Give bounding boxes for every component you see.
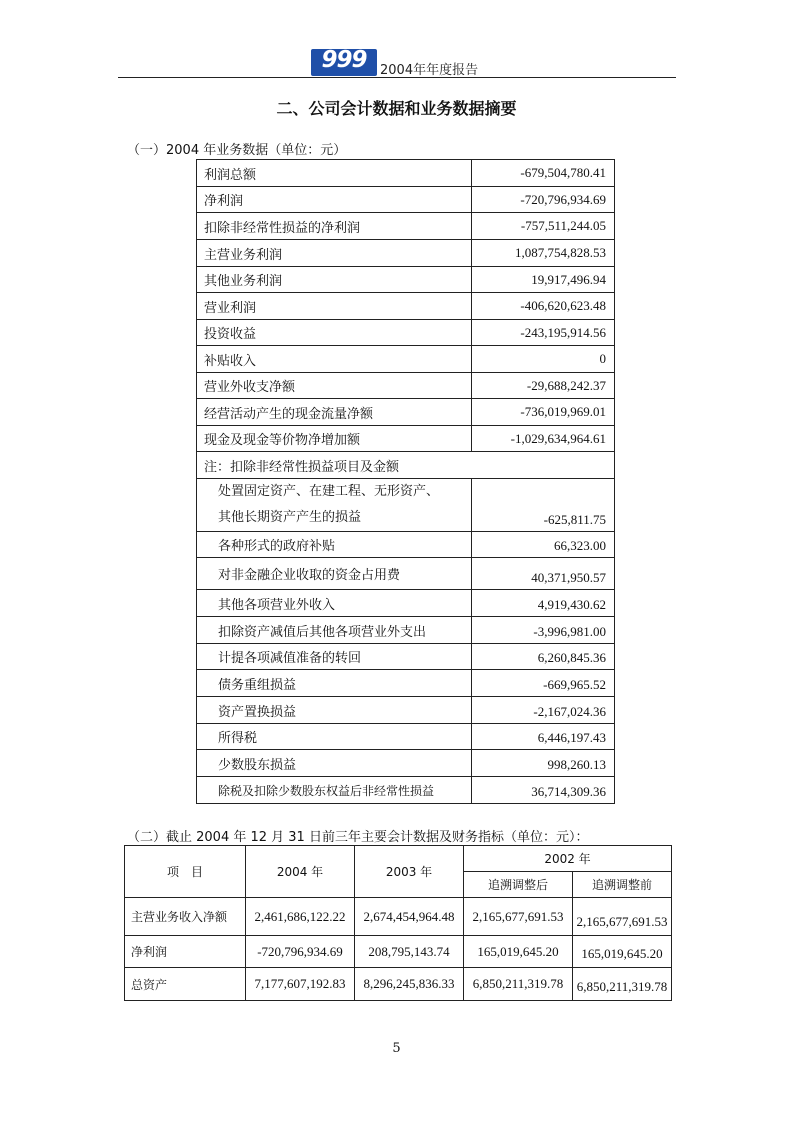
- row-value: -1,029,634,964.61: [472, 426, 615, 452]
- row-label: 少数股东损益: [197, 750, 472, 777]
- cell-2002-before: 6,850,211,319.78: [573, 968, 672, 1001]
- cell-2004: 7,177,607,192.83: [246, 968, 355, 1001]
- row-value: -29,688,242.37: [472, 373, 615, 399]
- table-row: [197, 750, 615, 777]
- table-row: [197, 213, 615, 240]
- row-value: -625,811.75: [472, 479, 615, 532]
- table-row: [197, 293, 615, 320]
- row-value: -669,965.52: [472, 670, 615, 697]
- header-adjusted-after: 追溯调整后: [464, 872, 573, 898]
- table-row: [197, 373, 615, 399]
- cell-2003: 2,674,454,964.48: [355, 898, 464, 936]
- row-value: 36,714,309.36: [472, 777, 615, 804]
- row-value: -720,796,934.69: [472, 187, 615, 213]
- row-label: 债务重组损益: [197, 670, 472, 697]
- row-value: -757,511,244.05: [472, 213, 615, 240]
- part1-subtitle: （一）2004 年业务数据（单位：元）: [127, 143, 347, 158]
- row-label: 对非金融企业收取的资金占用费: [197, 558, 472, 590]
- cell-2002-after: 6,850,211,319.78: [464, 968, 573, 1001]
- row-label: 其他业务利润: [197, 267, 472, 293]
- table-row: [197, 644, 615, 670]
- brand-logo: [311, 49, 377, 76]
- table-row: [197, 346, 615, 373]
- row-value: -679,504,780.41: [472, 160, 615, 187]
- row-label: 各种形式的政府补贴: [197, 532, 472, 558]
- row-value: 40,371,950.57: [472, 558, 615, 590]
- row-label: 营业外收支净额: [197, 373, 472, 399]
- cell-2003: 208,795,143.74: [355, 936, 464, 968]
- financial-indicators-table: [124, 845, 672, 1001]
- row-label: [197, 479, 472, 532]
- row-label: 经营活动产生的现金流量净额: [197, 399, 472, 426]
- row-label: 扣除资产减值后其他各项营业外支出: [197, 617, 472, 644]
- part2-subtitle: （二）截止 2004 年 12 月 31 日前三年主要会计数据及财务指标（单位：元）：: [127, 830, 589, 845]
- page-header: [118, 48, 676, 78]
- cell-2004: 2,461,686,122.22: [246, 898, 355, 936]
- row-value: 66,323.00: [472, 532, 615, 558]
- header-2004: 2004 年: [246, 846, 355, 898]
- header-adjusted-before: 追溯调整前: [573, 872, 672, 898]
- row-label: 补贴收入: [197, 346, 472, 373]
- row-label: 所得税: [197, 724, 472, 750]
- table-row: [125, 968, 672, 1001]
- row-value: 6,446,197.43: [472, 724, 615, 750]
- business-data-table: [196, 159, 615, 804]
- row-value: -3,996,981.00: [472, 617, 615, 644]
- row-label: 除税及扣除少数股东权益后非经常性损益: [197, 777, 472, 804]
- table-row: [197, 187, 615, 213]
- row-value: 4,919,430.62: [472, 590, 615, 617]
- header-row: [125, 846, 672, 872]
- cell-2002-after: 165,019,645.20: [464, 936, 573, 968]
- row-value: -2,167,024.36: [472, 697, 615, 724]
- row-value: -736,019,969.01: [472, 399, 615, 426]
- note-row: [197, 452, 615, 479]
- row-label-line: 处置固定资产、在建工程、无形资产、: [218, 484, 440, 499]
- table-row: [197, 617, 615, 644]
- cell-2002-before: 165,019,645.20: [573, 936, 672, 968]
- row-label: 主营业务利润: [197, 240, 472, 267]
- table-row: [197, 670, 615, 697]
- table-row: [197, 479, 615, 532]
- row-value: -243,195,914.56: [472, 320, 615, 346]
- table-row: [125, 898, 672, 936]
- header-2003: 2003 年: [355, 846, 464, 898]
- cell-2004: -720,796,934.69: [246, 936, 355, 968]
- table-row: [125, 936, 672, 968]
- section-title: 二、公司会计数据和业务数据摘要: [276, 99, 517, 118]
- cell-2002-after: 2,165,677,691.53: [464, 898, 573, 936]
- table-row: [197, 590, 615, 617]
- table-row: [197, 267, 615, 293]
- note-text: 注：扣除非经常性损益项目及金额: [197, 452, 615, 479]
- table-row: [197, 160, 615, 187]
- table-row: [197, 777, 615, 804]
- row-label: 净利润: [125, 936, 246, 968]
- table-row: [197, 532, 615, 558]
- logo-text: 999: [321, 49, 367, 73]
- table-row: [197, 697, 615, 724]
- table-row: [197, 399, 615, 426]
- row-label: 总资产: [125, 968, 246, 1001]
- table-row: [197, 558, 615, 590]
- table-row: [197, 240, 615, 267]
- row-label: 计提各项减值准备的转回: [197, 644, 472, 670]
- row-value: 0: [472, 346, 615, 373]
- row-value: 1,087,754,828.53: [472, 240, 615, 267]
- row-label: 主营业务收入净额: [125, 898, 246, 936]
- row-label: 利润总额: [197, 160, 472, 187]
- row-label: 扣除非经常性损益的净利润: [197, 213, 472, 240]
- report-title: 2004年年度报告: [380, 63, 479, 78]
- row-label: 资产置换损益: [197, 697, 472, 724]
- header-2002: 2002 年: [464, 846, 672, 872]
- row-label: 净利润: [197, 187, 472, 213]
- row-label: 投资收益: [197, 320, 472, 346]
- row-label: 现金及现金等价物净增加额: [197, 426, 472, 452]
- row-label-line: 其他长期资产产生的损益: [218, 510, 362, 525]
- table-row: [197, 724, 615, 750]
- cell-2002-before: 2,165,677,691.53: [573, 898, 672, 936]
- header-item: 项 目: [125, 846, 246, 898]
- page-number: 5: [392, 1041, 401, 1056]
- row-value: 6,260,845.36: [472, 644, 615, 670]
- table-row: [197, 320, 615, 346]
- row-label: 营业利润: [197, 293, 472, 320]
- row-value: 998,260.13: [472, 750, 615, 777]
- table-row: [197, 426, 615, 452]
- row-label: 其他各项营业外收入: [197, 590, 472, 617]
- row-value: -406,620,623.48: [472, 293, 615, 320]
- row-value: 19,917,496.94: [472, 267, 615, 293]
- cell-2003: 8,296,245,836.33: [355, 968, 464, 1001]
